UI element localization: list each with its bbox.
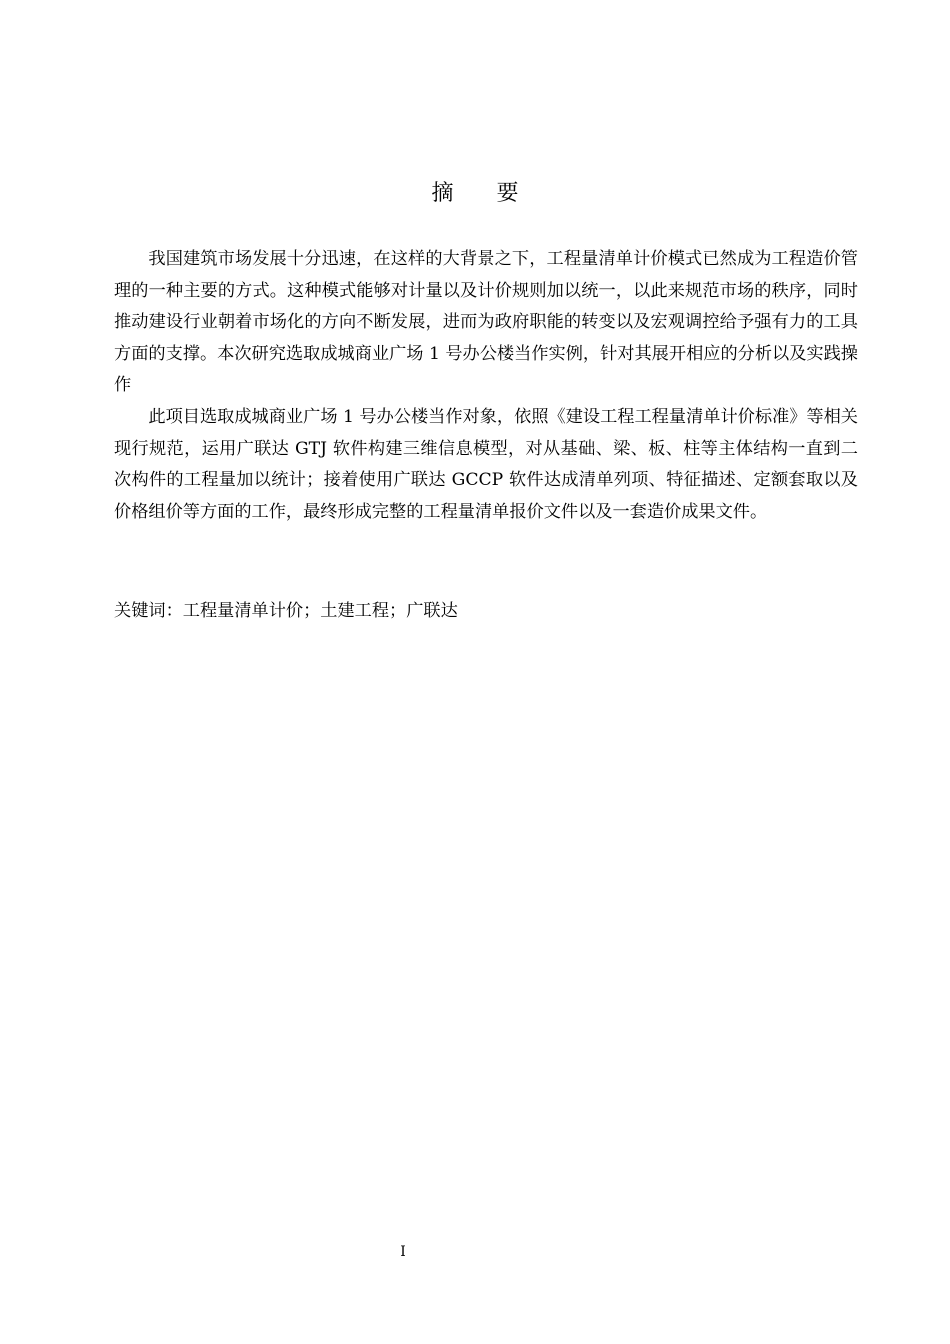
page-title: 摘 要 (431, 181, 537, 206)
abstract-body (114, 244, 858, 528)
keywords-label: 关键词： (114, 601, 183, 621)
page-number: I (400, 1244, 406, 1260)
keywords-line (114, 596, 858, 628)
abstract-paragraph-2: 此项目选取成城商业广场 1 号办公楼当作对象，依照《建设工程工程量清单计价标准》等相关现行规范，运用广联达 GTJ 软件构建三维信息模型，对从基础、梁、板、柱等主体结构一直到二次构件的工程量加以统计；接着使用广联达 GCCP 软件达成清单列项、特征描述、定额套取以及价格组价等方面的工作，最终形成完整的工程量清单报价文件以及一套造价成果文件。 (114, 406, 858, 522)
keywords-text: 工程量清单计价；土建工程；广联达 (182, 601, 458, 621)
abstract-paragraph-1: 我国建筑市场发展十分迅速，在这样的大背景之下，工程量清单计价模式已然成为工程造价管理的一种主要的方式。这种模式能够对计量以及计价规则加以统一，以此来规范市场的秩序，同时推动建设行业朝着市场化的方向不断发展，进而为政府职能的转变以及宏观调控给予强有力的工具方面的支撑。本次研究选取成城商业广场 1 号办公楼当作实例，针对其展开相应的分析以及实践操作 (114, 249, 858, 396)
